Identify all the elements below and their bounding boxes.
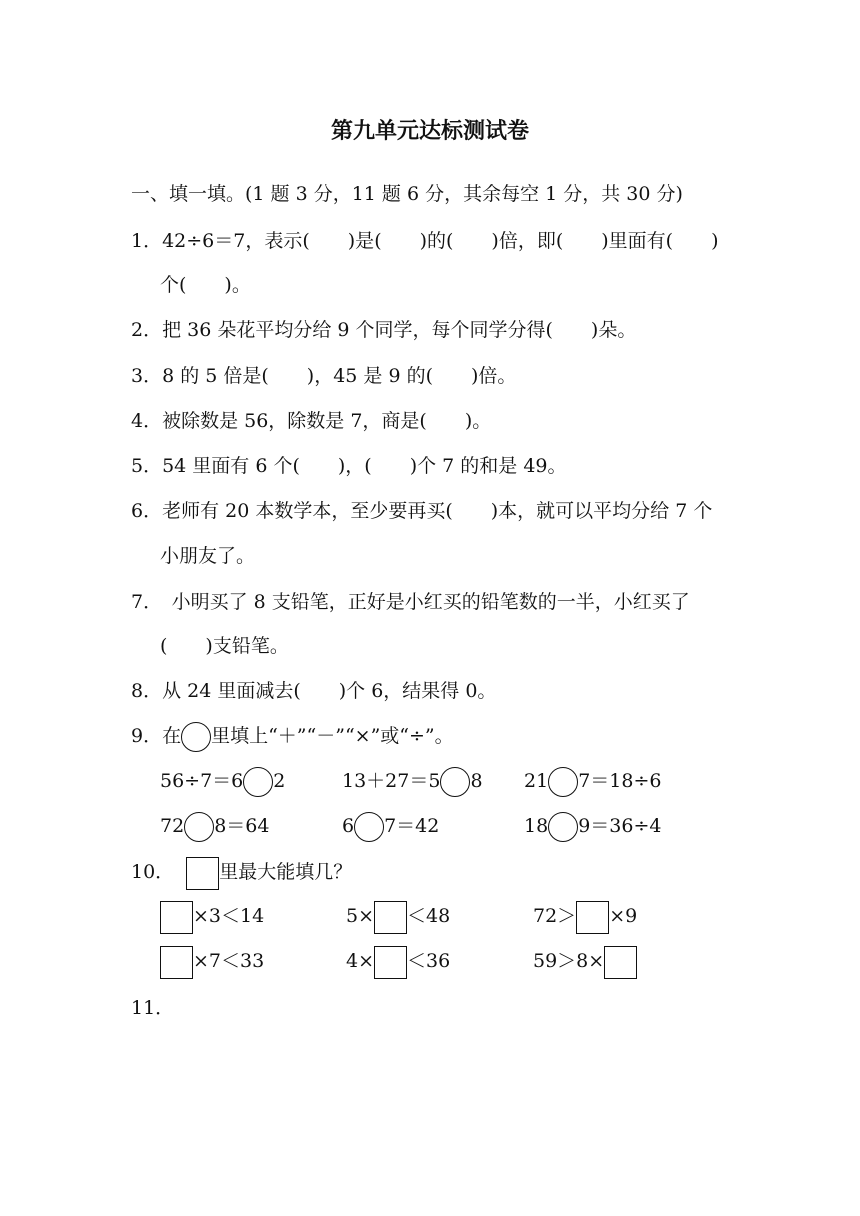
q10-left: 59＞8×: [533, 950, 605, 972]
operator-circle[interactable]: [354, 812, 384, 842]
q10-right: ×3＜14: [193, 905, 265, 927]
answer-box[interactable]: [160, 946, 193, 979]
question-6-line-2: 小朋友了。: [160, 545, 256, 567]
operator-circle[interactable]: [181, 722, 211, 752]
q9-left: 56÷7＝6: [160, 770, 244, 792]
q10-right: ＜36: [407, 950, 451, 972]
q10-left: 4×: [346, 950, 375, 972]
operator-circle[interactable]: [440, 767, 470, 797]
q9-right: 7＝18÷6: [578, 770, 662, 792]
page-title: 第九单元达标测试卷: [330, 119, 529, 144]
question-4: 4．被除数是 56，除数是 7，商是( )。: [131, 410, 492, 432]
q10-item: [346, 903, 450, 929]
q9-left: 18: [524, 815, 549, 837]
q9-item: [524, 813, 661, 839]
q10-prefix: 10．: [131, 861, 175, 883]
operator-circle[interactable]: [184, 812, 214, 842]
q10-item: [533, 903, 637, 929]
question-5: 5．54 里面有 6 个( )，( )个 7 的和是 49。: [131, 455, 567, 477]
answer-box[interactable]: [576, 901, 609, 934]
operator-circle[interactable]: [548, 812, 578, 842]
answer-box[interactable]: [604, 946, 637, 979]
q9-left: 13＋27＝5: [342, 770, 441, 792]
question-6-line-1: 6．老师有 20 本数学本，至少要再买( )本，就可以平均分给 7 个: [131, 500, 713, 522]
q10-right: ＜48: [407, 905, 451, 927]
q9-item: [160, 768, 285, 794]
q10-item: [160, 948, 264, 974]
q10-item: [160, 903, 264, 929]
question-9-prompt: [131, 723, 454, 749]
answer-box[interactable]: [160, 901, 193, 934]
q10-item: [346, 948, 450, 974]
answer-box[interactable]: [186, 857, 219, 890]
question-8: 8．从 24 里面减去( )个 6，结果得 0。: [131, 680, 497, 702]
operator-circle[interactable]: [548, 767, 578, 797]
q9-right: 9＝36÷4: [578, 815, 662, 837]
question-10-prompt: [131, 859, 352, 885]
q9-right: 8＝64: [214, 815, 270, 837]
q9-left: 72: [160, 815, 185, 837]
q9-right: 7＝42: [384, 815, 440, 837]
q9-item: [160, 813, 269, 839]
section-heading: 一、填一填。(1 题 3 分，11 题 6 分，其余每空 1 分，共 30 分): [131, 183, 683, 205]
q10-item: [533, 948, 637, 974]
question-1-line-2: 个( )。: [160, 274, 251, 296]
answer-box[interactable]: [374, 946, 407, 979]
q9-left: 6: [342, 815, 355, 837]
q9-left: 21: [524, 770, 549, 792]
question-7-line-1: 7． 小明买了 8 支铅笔，正好是小红买的铅笔数的一半，小红买了: [131, 591, 690, 613]
operator-circle[interactable]: [243, 767, 273, 797]
q9-right: 2: [273, 770, 286, 792]
answer-box[interactable]: [374, 901, 407, 934]
q9-prefix: 9．在: [131, 725, 182, 747]
q9-right: 8: [470, 770, 483, 792]
q10-left: 5×: [346, 905, 375, 927]
q10-right: ×7＜33: [193, 950, 265, 972]
question-2: 2．把 36 朵花平均分给 9 个同学，每个同学分得( )朵。: [131, 319, 637, 341]
question-7-line-2: ( )支铅笔。: [160, 635, 289, 657]
q10-right: ×9: [609, 905, 638, 927]
question-3: 3．8 的 5 倍是( )，45 是 9 的( )倍。: [131, 365, 517, 387]
q10-suffix: 里最大能填几？: [219, 861, 353, 883]
question-11: 11．: [131, 997, 175, 1019]
q9-item: [342, 768, 483, 794]
q9-item: [524, 768, 661, 794]
q10-left: 72＞: [533, 905, 577, 927]
q9-suffix: 里填上“＋”“－”“×”或“÷”。: [211, 725, 454, 747]
q9-item: [342, 813, 439, 839]
question-1-line-1: 1．42÷6＝7，表示( )是( )的( )倍，即( )里面有( ): [131, 230, 719, 252]
